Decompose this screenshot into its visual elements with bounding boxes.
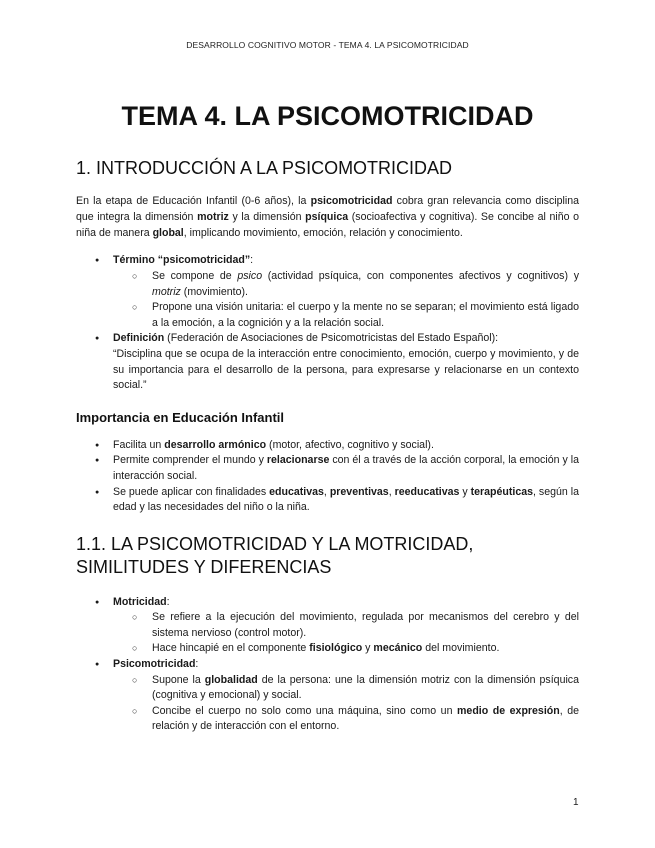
list-item: ● Permite comprender el mundo y relacionarse con él a través de la acción corporal, la emoción y la interacción social. [76, 453, 579, 484]
list-item: ○ Supone la globalidad de la persona: une la dimensión motriz con la dimensión psíquica (cognitiva y emocional) y social. [113, 673, 579, 704]
list-item-definicion: ● Definición (Federación de Asociaciones de Psicomotricistas del Estado Español): “Disciplina que se ocupa de la interacción entre conocimiento, emoción, cuerpo y movimiento, y de su importancia para el desarrollo de la persona, para expresarse y relacionarse en un contexto social.” [76, 331, 579, 393]
list-item: ● Se puede aplicar con finalidades educativas, preventivas, reeducativas y terapéuticas, según la edad y las necesidades del niño o la niña. [76, 485, 579, 516]
subheading-importancia: Importancia en Educación Infantil [76, 409, 285, 425]
motricidad-sublist [113, 610, 579, 657]
termino-sublist [113, 269, 579, 331]
intro-paragraph: En la etapa de Educación Infantil (0-6 años), la psicomotricidad cobra gran relevancia como disciplina que integra la dimensión motriz y la dimensión psíquica (socioafectiva y cognitiva). Se concibe al niño o niña de manera global, implicando movimiento, emoción, relación y conocimiento. [76, 195, 580, 239]
definition-quote: “Disciplina que se ocupa de la interacción entre conocimiento, emoción, cuerpo y movimiento, y de su importancia para el desarrollo de la persona, para expresarse y relacionarse en un contexto social.” [113, 347, 579, 392]
comparison-list [76, 595, 579, 735]
section-heading-psicomotricidad-motricidad: 1.1. LA PSICOMOTRICIDAD Y LA MOTRICIDAD, SIMILITUDES Y DIFERENCIAS [76, 533, 474, 577]
list-item: ○ Se refiere a la ejecución del movimiento, regulada por mecanismos del cerebro y del sistema nervioso (control motor). [113, 610, 579, 641]
running-header: DESARROLLO COGNITIVO MOTOR - TEMA 4. LA PSICOMOTRICIDAD [186, 40, 469, 50]
page-number: 1 [573, 797, 579, 808]
section-heading-introduccion: 1. INTRODUCCIÓN A LA PSICOMOTRICIDAD [76, 158, 453, 178]
list-item: ○ Hace hincapié en el componente fisiológico y mecánico del movimiento. [113, 641, 579, 657]
list-item-motricidad: ● Motricidad: ○ Se refiere a la ejecución del movimiento, regulada por mecanismos del cerebro y del sistema nervioso (control motor). ○ Hace hincapié en el componente fisiológico y mecánico del movimiento. [76, 595, 579, 657]
list-item-termino: ● Término “psicomotricidad”: ○ Se compone de psico (actividad psíquica, con componentes afectivos y cognitivos) y motriz (movimiento). ○ Propone una visión unitaria: el cuerpo y la mente no se separan; el movimiento está ligado a la emoción, a la cognición y a la relación social. [76, 253, 579, 331]
list-item: ● Facilita un desarrollo armónico (motor, afectivo, cognitivo y social). [76, 438, 579, 454]
list-item-psicomotricidad: ● Psicomotricidad: ○ Supone la globalidad de la persona: une la dimensión motriz con la dimensión psíquica (cognitiva y emocional) y social. ○ Concibe el cuerpo no solo como una máquina, sino como un medio de expresión, de relación y de interacción con el entorno. [76, 657, 579, 735]
list-item: ○ Concibe el cuerpo no solo como una máquina, sino como un medio de expresión, de relación y de interacción con el entorno. [113, 704, 579, 735]
importancia-list [76, 438, 579, 516]
document-body [76, 156, 579, 735]
list-item: ○ Propone una visión unitaria: el cuerpo y la mente no se separan; el movimiento está ligado a la emoción, a la cognición y a la relación social. [113, 300, 579, 331]
page-title: TEMA 4. LA PSICOMOTRICIDAD [121, 101, 534, 131]
psicomotricidad-sublist [113, 673, 579, 735]
list-item: ○ Se compone de psico (actividad psíquica, con componentes afectivos y cognitivos) y motriz (movimiento). [113, 269, 579, 300]
intro-list [76, 253, 579, 393]
